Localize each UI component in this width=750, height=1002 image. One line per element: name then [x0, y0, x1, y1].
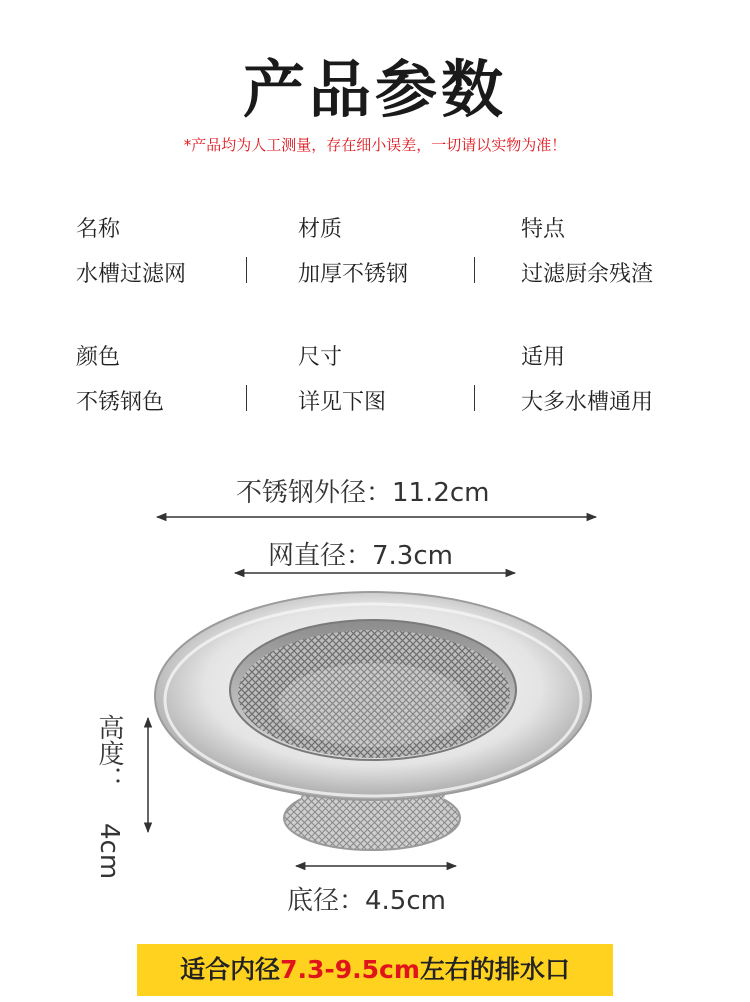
param-divider: [246, 385, 247, 411]
mesh-diameter-label: 网直径：7.3cm: [268, 541, 453, 571]
param-label-usage: 适用: [521, 345, 566, 370]
param-value-size: 详见下图: [298, 390, 387, 415]
param-value-feature: 过滤厨余残渣: [521, 262, 654, 287]
param-divider: [474, 257, 475, 283]
param-label-color: 颜色: [76, 345, 121, 370]
strainer-illustration: [0, 500, 750, 880]
param-label-name: 名称: [76, 217, 121, 242]
fit-range-value: 7.3-9.5cm: [280, 955, 420, 984]
fit-range-suffix: 左右的排水口: [419, 955, 570, 984]
height-label-text: 高度：: [94, 714, 124, 792]
param-value-usage: 大多水槽通用: [521, 390, 654, 415]
param-label-feature: 特点: [521, 217, 566, 242]
outer-diameter-label: 不锈钢外径：11.2cm: [236, 478, 490, 508]
param-value-material: 加厚不锈钢: [298, 262, 409, 287]
measurement-notice: *产品均为人工测量，存在细小误差，一切请以实物为准！: [183, 136, 567, 154]
height-value-text: 4cm: [94, 823, 124, 880]
param-label-material: 材质: [298, 217, 343, 242]
fit-range-banner: [137, 944, 613, 996]
fit-range-prefix: 适合内径: [180, 955, 281, 984]
param-value-name: 水槽过滤网: [76, 262, 187, 287]
param-divider: [246, 257, 247, 283]
page-title: 产品参数: [242, 53, 507, 126]
param-value-color: 不锈钢色: [76, 390, 165, 415]
bottom-diameter-label: 底径：4.5cm: [287, 886, 446, 916]
param-label-size: 尺寸: [298, 345, 343, 370]
param-divider: [474, 385, 475, 411]
